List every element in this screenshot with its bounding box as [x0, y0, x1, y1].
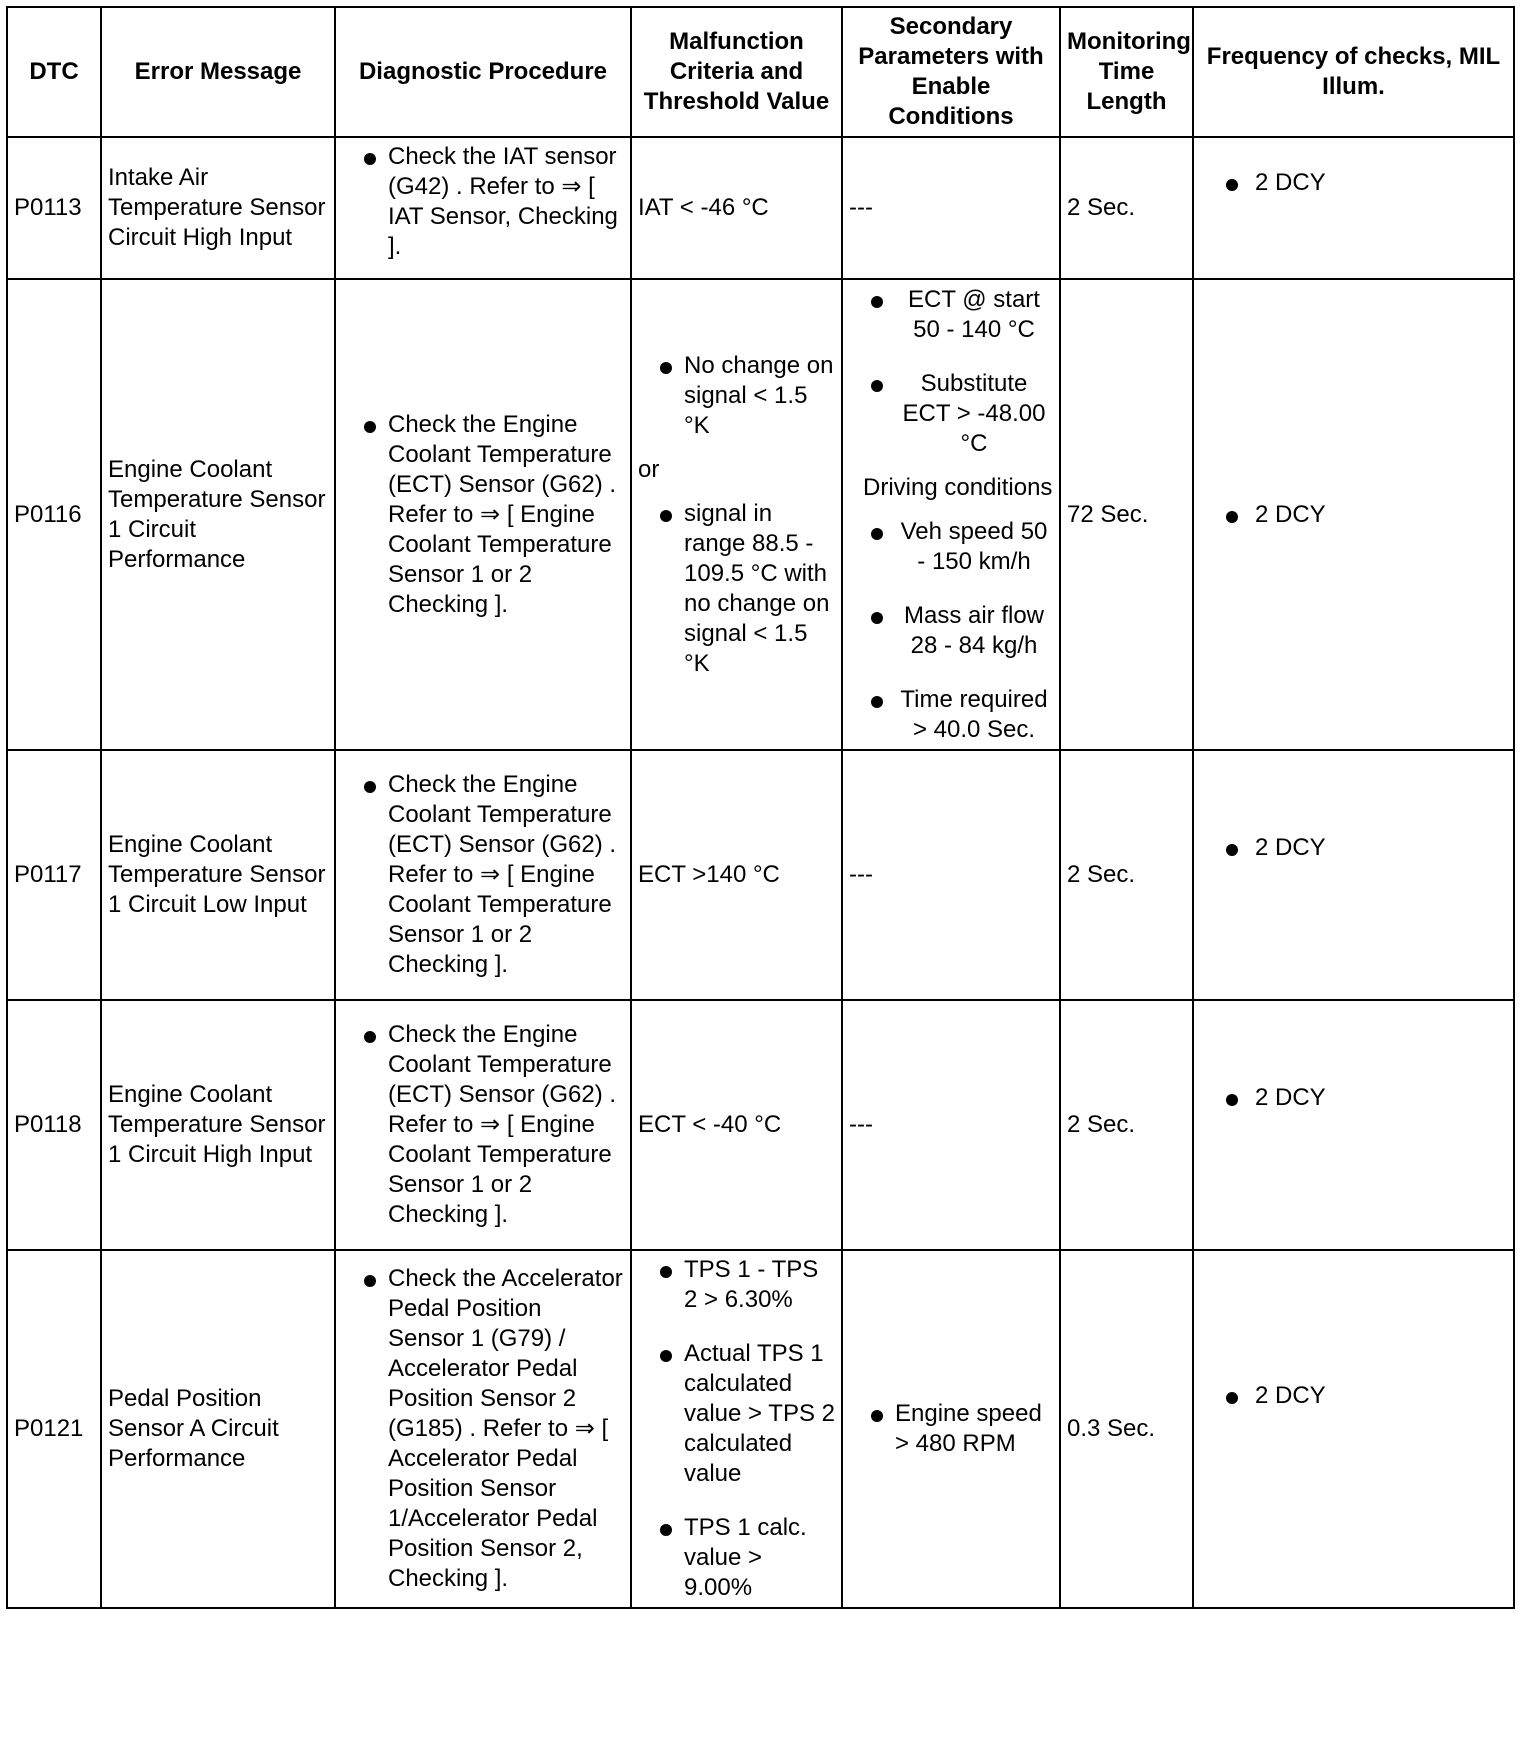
- malfunction-item: TPS 1 - TPS 2 > 6.30%: [638, 1255, 835, 1315]
- dtc-table: [6, 6, 1515, 1609]
- error-message: Engine Coolant Temperature Sensor 1 Circuit Performance: [101, 279, 335, 750]
- malfunction-criteria: [631, 279, 842, 750]
- malfunction-criteria: [631, 1250, 842, 1608]
- diagnostic-procedure: [335, 1000, 631, 1250]
- header-malfunction-criteria: Malfunction Criteria and Threshold Value: [631, 7, 842, 137]
- or-text: or: [638, 455, 660, 483]
- monitoring-time: 2 Sec.: [1060, 750, 1193, 1000]
- dtc-code: P0113: [7, 137, 101, 279]
- malfunction-criteria: ECT >140 °C: [631, 750, 842, 1000]
- malfunction-item: TPS 1 calc. value > 9.00%: [638, 1513, 835, 1603]
- frequency-item: 2 DCY: [1200, 168, 1507, 198]
- frequency-cell: [1193, 1000, 1514, 1250]
- table-row: [7, 1000, 1514, 1250]
- procedure-item: Check the Engine Coolant Temperature (ECT) Sensor (G62) . Refer to ⇒ [ Engine Coolant Temperature Sensor 1 or 2 Checking ].: [342, 770, 624, 980]
- error-message: Engine Coolant Temperature Sensor 1 Circuit High Input: [101, 1000, 335, 1250]
- header-error-message: Error Message: [101, 7, 335, 137]
- dtc-code: P0121: [7, 1250, 101, 1608]
- secondary-parameters: ---: [842, 750, 1060, 1000]
- secondary-parameters: [842, 1250, 1060, 1608]
- diagnostic-procedure: [335, 279, 631, 750]
- malfunction-item: Actual TPS 1 calculated value > TPS 2 calculated value: [638, 1339, 835, 1489]
- secondary-parameters: [842, 279, 1060, 750]
- procedure-item: Check the Engine Coolant Temperature (ECT) Sensor (G62) . Refer to ⇒ [ Engine Coolant Temperature Sensor 1 or 2 Checking ].: [342, 1020, 624, 1230]
- frequency-cell: [1193, 1250, 1514, 1608]
- frequency-cell: [1193, 750, 1514, 1000]
- dtc-code: P0117: [7, 750, 101, 1000]
- header-diagnostic-procedure: Diagnostic Procedure: [335, 7, 631, 137]
- monitoring-time: 0.3 Sec.: [1060, 1250, 1193, 1608]
- malfunction-criteria: ECT < -40 °C: [631, 1000, 842, 1250]
- procedure-item: Check the IAT sensor (G42) . Refer to ⇒ [ IAT Sensor, Checking ].: [342, 142, 624, 262]
- header-monitoring-time: Monitoring Time Length: [1060, 7, 1193, 137]
- frequency-item: 2 DCY: [1200, 500, 1507, 530]
- frequency-cell: [1193, 279, 1514, 750]
- table-row: [7, 750, 1514, 1000]
- error-message: Pedal Position Sensor A Circuit Performance: [101, 1250, 335, 1608]
- monitoring-time: 2 Sec.: [1060, 137, 1193, 279]
- frequency-item: 2 DCY: [1200, 1381, 1507, 1411]
- table-row: [7, 1250, 1514, 1608]
- header-frequency: Frequency of checks, MIL Illum.: [1193, 7, 1514, 137]
- secondary-item: Time required > 40.0 Sec.: [849, 685, 1053, 745]
- header-secondary-parameters: Secondary Parameters with Enable Conditions: [842, 7, 1060, 137]
- diagnostic-procedure: [335, 1250, 631, 1608]
- secondary-item: Engine speed > 480 RPM: [849, 1399, 1053, 1459]
- error-message: Engine Coolant Temperature Sensor 1 Circuit Low Input: [101, 750, 335, 1000]
- monitoring-time: 72 Sec.: [1060, 279, 1193, 750]
- error-message: Intake Air Temperature Sensor Circuit High Input: [101, 137, 335, 279]
- secondary-item: Mass air flow 28 - 84 kg/h: [849, 601, 1053, 661]
- secondary-parameters: ---: [842, 137, 1060, 279]
- table-row: [7, 137, 1514, 279]
- monitoring-time: 2 Sec.: [1060, 1000, 1193, 1250]
- malfunction-item: No change on signal < 1.5 °K: [638, 351, 835, 441]
- secondary-item: ECT @ start 50 - 140 °C: [849, 285, 1053, 345]
- secondary-item: Veh speed 50 - 150 km/h: [849, 517, 1053, 577]
- diagnostic-procedure: [335, 137, 631, 279]
- procedure-item: Check the Accelerator Pedal Position Sensor 1 (G79) / Accelerator Pedal Position Sensor 2 (G185) . Refer to ⇒ [ Accelerator Pedal Position Sensor 1/Accelerator Pedal Position Sensor 2, Checking ].: [342, 1264, 624, 1594]
- secondary-parameters: ---: [842, 1000, 1060, 1250]
- diagnostic-procedure: [335, 750, 631, 1000]
- procedure-item: Check the Engine Coolant Temperature (ECT) Sensor (G62) . Refer to ⇒ [ Engine Coolant Temperature Sensor 1 or 2 Checking ].: [342, 410, 624, 620]
- driving-conditions-label: Driving conditions: [863, 473, 1053, 501]
- malfunction-criteria: IAT < -46 °C: [631, 137, 842, 279]
- frequency-item: 2 DCY: [1200, 833, 1507, 863]
- secondary-item: Substitute ECT > -48.00 °C: [849, 369, 1053, 459]
- dtc-code: P0116: [7, 279, 101, 750]
- header-row: [7, 7, 1514, 137]
- table-row: [7, 279, 1514, 750]
- frequency-item: 2 DCY: [1200, 1083, 1507, 1113]
- frequency-cell: [1193, 137, 1514, 279]
- header-dtc: DTC: [7, 7, 101, 137]
- malfunction-item: signal in range 88.5 - 109.5 °C with no change on signal < 1.5 °K: [638, 499, 835, 679]
- dtc-code: P0118: [7, 1000, 101, 1250]
